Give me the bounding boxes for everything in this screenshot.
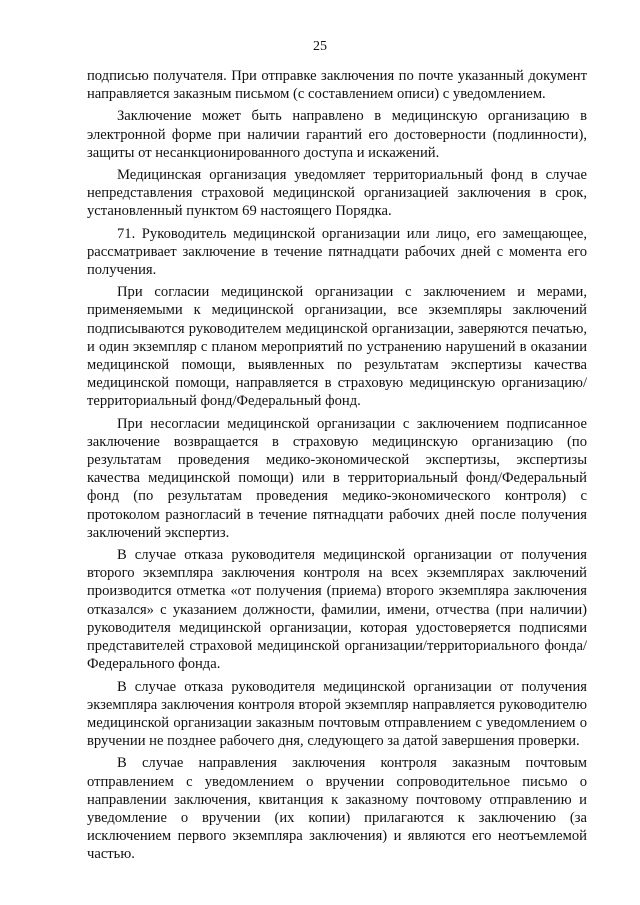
paragraph-registered-mail: В случае направления заключения контроля заказным почтовым отправлением с уведомлением о вручении сопроводительное письмо о направлении заключения, квитанция к заказному почтовому отправлению и уведомление о вручении (их копии) прилагаются к заключению (за исключением первого экземпляра заключения) и являются его неотъемлемой частью. [87, 755, 587, 863]
document-body [87, 67, 587, 868]
paragraph-electronic-form: Заключение может быть направлено в медицинскую организацию в электронной форме при наличии гарантий его достоверности (подлинности), защиты от несанкционированного доступа и искажений. [87, 108, 587, 161]
page-number: 25 [313, 39, 327, 54]
paragraph-continuation: подписью получателя. При отправке заключения по почте указанный документ направляется заказным письмом (с составлением описи) с уведомлением. [87, 68, 587, 103]
paragraph-item-71: 71. Руководитель медицинской организации или лицо, его замещающее, рассматривает заключение в течение пятнадцати рабочих дней с момента его получения. [87, 225, 587, 279]
paragraph-refusal-mail: В случае отказа руководителя медицинской организации от получения экземпляра заключения контроля второй экземпляр направляется руководителю медицинской организации заказным почтовым отправлением с уведомлением о вручении не позднее рабочего дня, следующего за датой завершения проверки. [87, 678, 587, 750]
paragraph-refusal-mark: В случае отказа руководителя медицинской организации от получения второго экземпляра заключения контроля на всех экземплярах заключений производится отметка «от получения (приема) второго экземпляра заключения отказался» с указанием должности, фамилии, имени, отчества (при наличии) руководителя медицинской организации, которая удостоверяется подписями представителей страховой медицинской организации/территориального фонда/Федерального фонда. [87, 547, 587, 673]
paragraph-disagreement: При несогласии медицинской организации с заключением подписанное заключение возвращается в страховую медицинскую организацию (по результатам проведения медико-экономической экспертизы, экспертизы качества медицинской помощи) или в территориальный фонд/Федеральный фонд (по результатам проведения медико-экономического контроля) с протоколом разногласий в течение пятнадцати рабочих дней после получения заключений экспертиз. [87, 415, 587, 541]
paragraph-agreement: При согласии медицинской организации с заключением и мерами, применяемыми к медицинской организации, все экземпляры заключений подписываются руководителем медицинской организации, заверяются печатью, и один экземпляр с планом мероприятий по устранению нарушений в оказании медицинской помощи, выявленных по результатам экспертизы качества медицинской помощи, направляется в страховую медицинскую организацию/территориальный фонд/Федеральный фонд. [87, 284, 587, 410]
paragraph-notification: Медицинская организация уведомляет территориальный фонд в случае непредставления страховой медицинской организацией заключения в срок, установленный пунктом 69 настоящего Порядка. [87, 167, 587, 220]
